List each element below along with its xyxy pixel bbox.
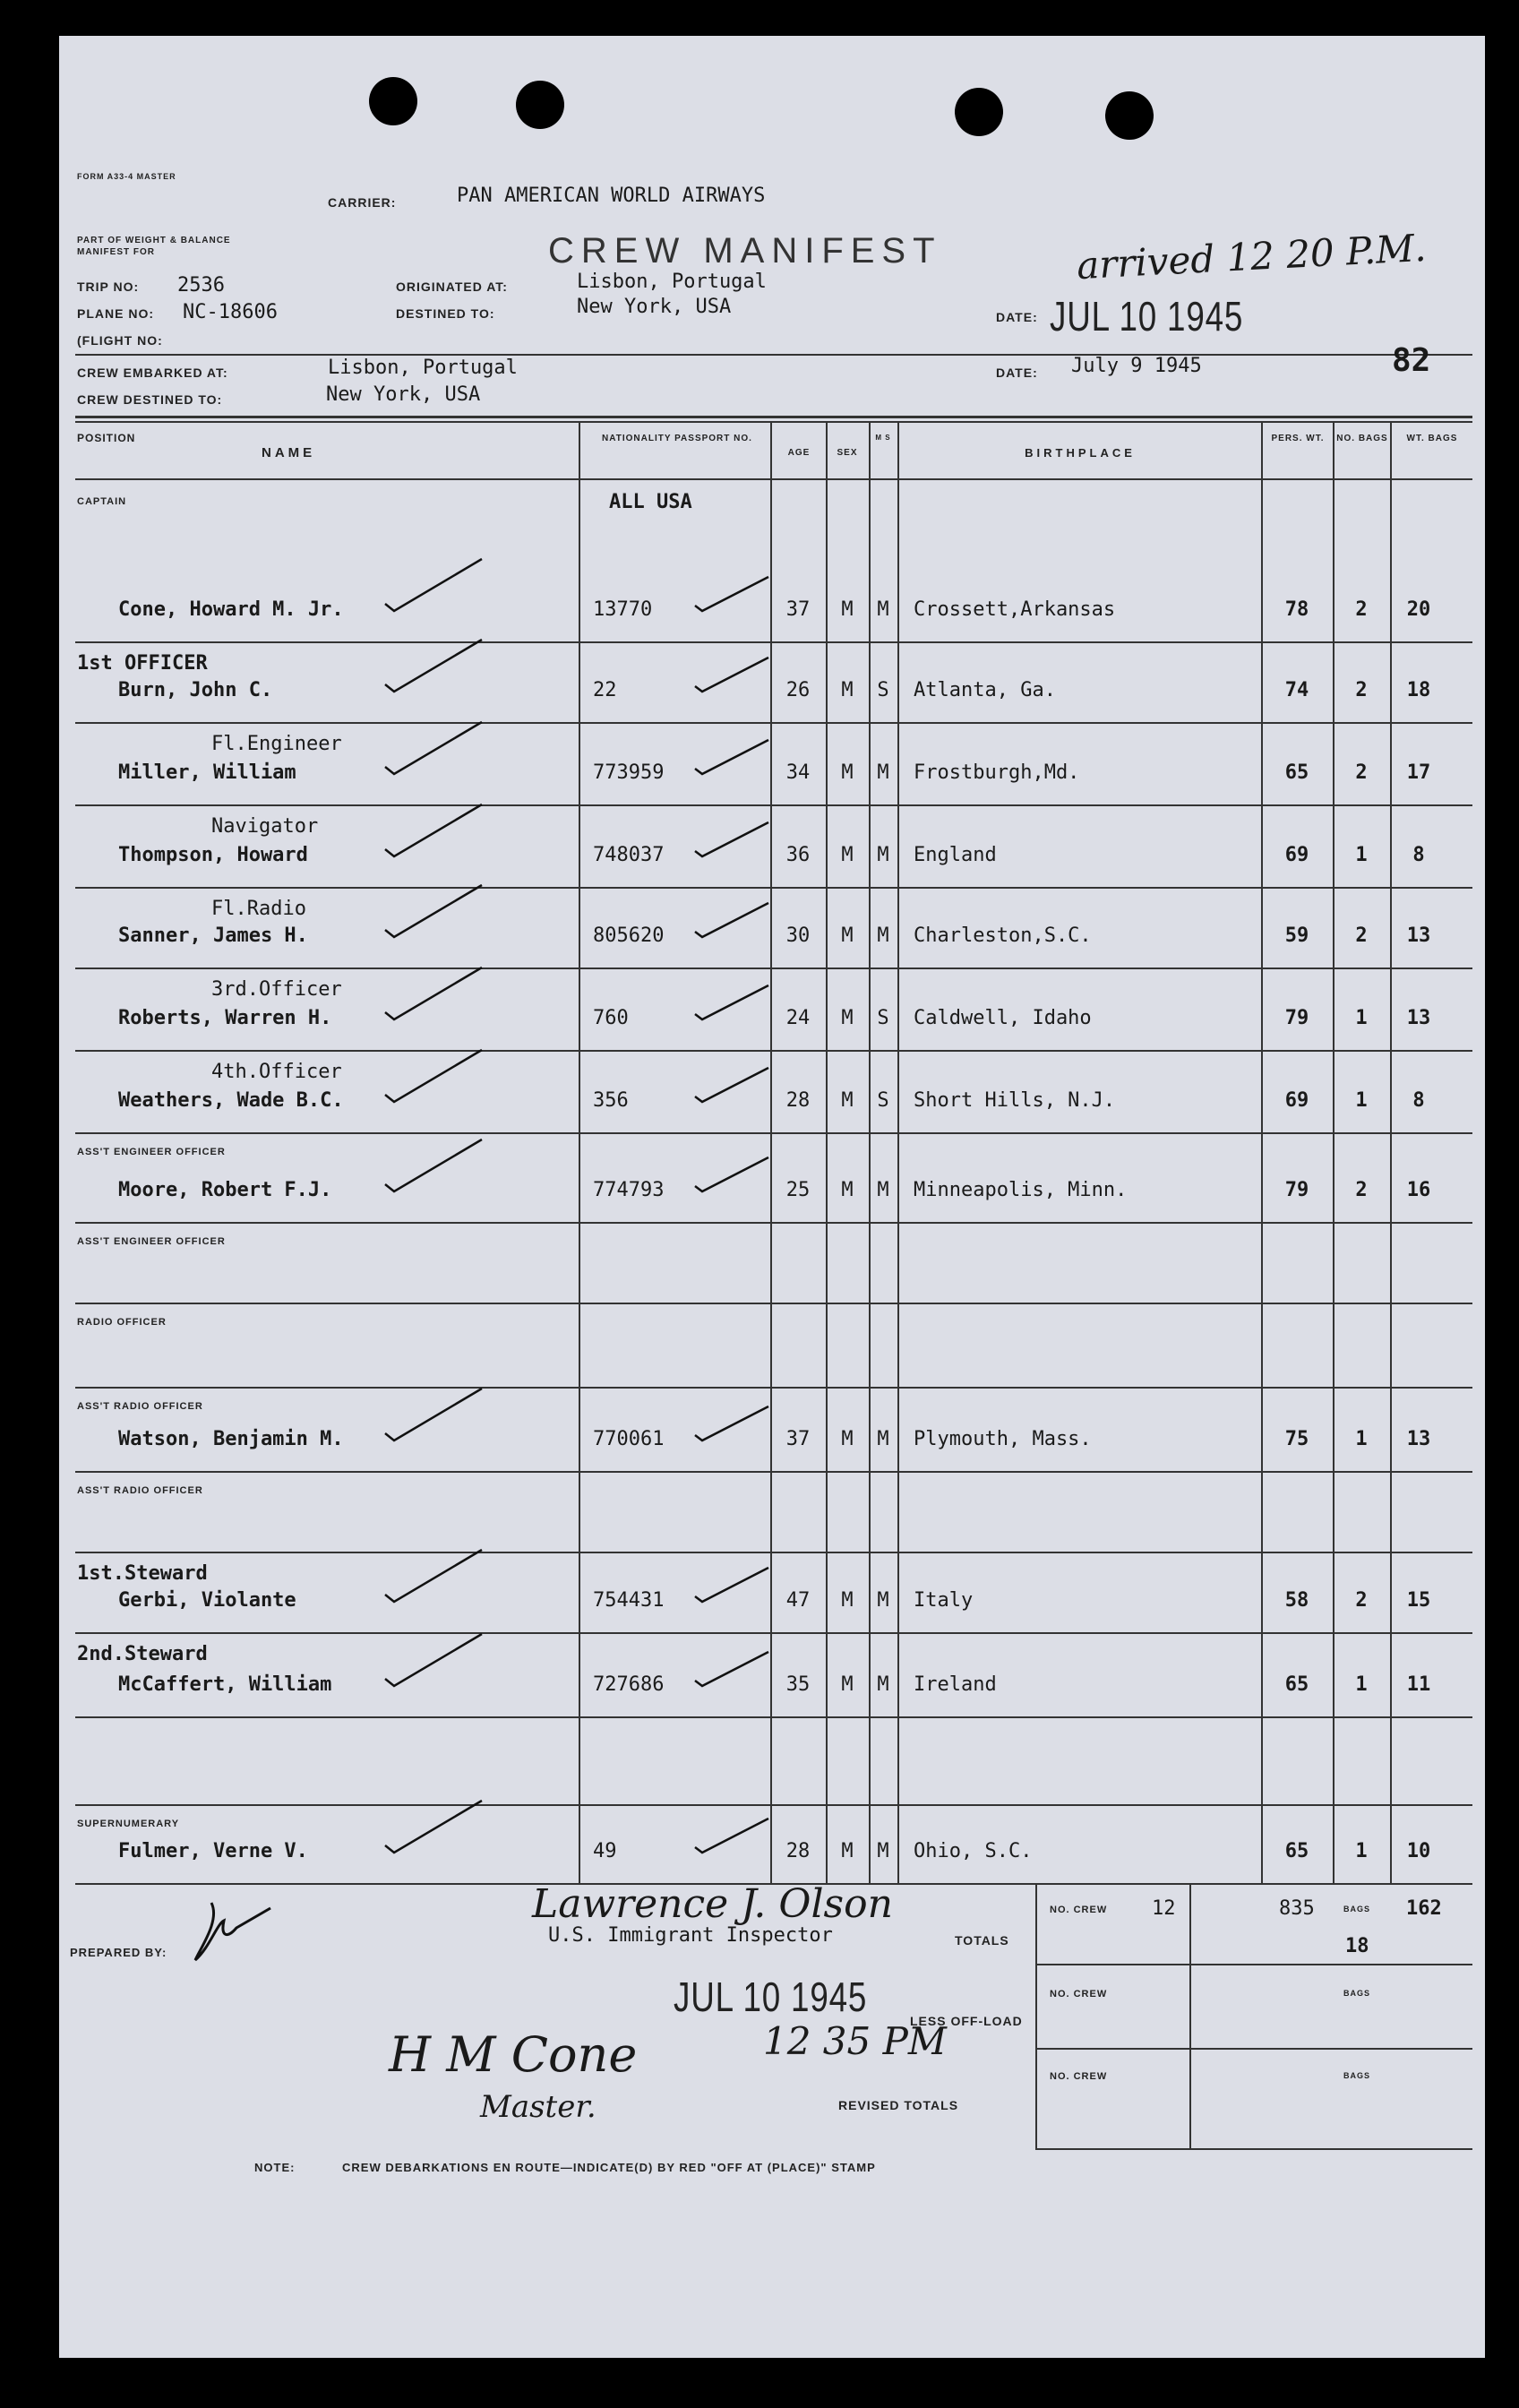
row-ms: M (877, 1589, 889, 1612)
row-sex: M (841, 1089, 854, 1112)
row-no-bags: 2 (1355, 679, 1368, 701)
row-age: 35 (785, 1673, 811, 1696)
plane-no: NC-18606 (183, 301, 278, 323)
row-no-bags: 2 (1355, 924, 1368, 947)
row-age: 37 (785, 1428, 811, 1450)
row-birthplace: Short Hills, N.J. (914, 1089, 1116, 1112)
row-pers-wt: 79 (1284, 1007, 1309, 1029)
date-label: DATE: (996, 310, 1038, 324)
inspector-title: U.S. Immigrant Inspector (548, 1924, 833, 1947)
check-mark-icon (691, 817, 772, 862)
row-divider (75, 722, 1472, 724)
check-mark-icon (691, 1647, 772, 1691)
crew-embarked-label: CREW EMBARKED AT: (77, 366, 228, 380)
check-mark-icon (691, 1562, 772, 1607)
row-age: 28 (785, 1089, 811, 1112)
row-passport: 727686 (593, 1673, 665, 1696)
row-divider (75, 1804, 1472, 1806)
row-name: Roberts, Warren H. (118, 1007, 332, 1029)
check-mark-icon (691, 1401, 772, 1446)
row-wt-bags: 11 (1406, 1673, 1431, 1696)
row-divider (75, 1387, 1472, 1389)
row-divider (75, 1632, 1472, 1634)
row-wt-bags: 20 (1406, 598, 1431, 621)
master-label: Master. (480, 2089, 596, 2125)
row-ms: M (877, 761, 889, 784)
row-ms: M (877, 598, 889, 621)
totals-box-border (1035, 2148, 1472, 2150)
row-age: 30 (785, 924, 811, 947)
check-mark-icon (382, 1383, 489, 1446)
row-ms: M (877, 1428, 889, 1450)
punch-hole (955, 88, 1003, 136)
row-wt-bags: 18 (1406, 679, 1431, 701)
part-of-label: PART OF WEIGHT & BALANCE MANIFEST FOR (77, 236, 231, 257)
row-position: RADIO OFFICER (77, 1317, 167, 1328)
check-mark-icon (691, 1813, 772, 1858)
plane-no-label: PLANE NO: (77, 306, 154, 321)
row-wt-bags: 13 (1406, 924, 1431, 947)
check-mark-icon (382, 717, 489, 779)
check-mark-icon (382, 1134, 489, 1197)
row-no-bags: 1 (1355, 1089, 1368, 1112)
row-sex: M (841, 761, 854, 784)
row-age: 34 (785, 761, 811, 784)
row-pers-wt: 78 (1284, 598, 1309, 621)
revised-totals-label: REVISED TOTALS (838, 2098, 959, 2112)
row-no-bags: 2 (1355, 1589, 1368, 1612)
row-name: McCaffert, William (118, 1673, 332, 1696)
row-pers-wt: 59 (1284, 924, 1309, 947)
less-offload-label: LESS OFF-LOAD (910, 2014, 1023, 2028)
row-position: ASS'T ENGINEER OFFICER (77, 1147, 226, 1157)
col-header-birthplace: BIRTHPLACE (1025, 446, 1136, 460)
no-crew-value: 12 (1152, 1897, 1176, 1920)
row-divider (75, 804, 1472, 806)
check-mark-icon (691, 980, 772, 1025)
row-ms: S (877, 1007, 889, 1029)
col-header-sex: SEX (837, 448, 858, 458)
page-number: 82 (1392, 342, 1431, 379)
row-name: Gerbi, Violante (118, 1589, 296, 1612)
row-position: ASS'T ENGINEER OFFICER (77, 1236, 226, 1247)
crew-destined-label: CREW DESTINED TO: (77, 392, 223, 407)
col-header-ms: M S (875, 434, 891, 442)
form-id: FORM A33-4 MASTER (77, 172, 176, 181)
trip-no-label: TRIP NO: (77, 280, 140, 294)
row-sex: M (841, 598, 854, 621)
row-birthplace: Atlanta, Ga. (914, 679, 1056, 701)
row-wt-bags: 16 (1406, 1179, 1431, 1201)
row-age: 47 (785, 1589, 811, 1612)
row-sex: M (841, 1179, 854, 1201)
col-header-no-bags: NO. BAGS (1336, 434, 1388, 443)
row-pers-wt: 65 (1284, 1673, 1309, 1696)
punch-hole (516, 81, 564, 129)
row-no-bags: 1 (1355, 1840, 1368, 1862)
totals-label: TOTALS (955, 1933, 1009, 1948)
row-ms: S (877, 679, 889, 701)
row-sex: M (841, 1428, 854, 1450)
row-position: CAPTAIN (77, 496, 127, 507)
no-crew-label: NO. CREW (1050, 1905, 1108, 1915)
date2-label: DATE: (996, 366, 1038, 380)
row-birthplace: Frostburgh,Md. (914, 761, 1080, 784)
originated-label: ORIGINATED AT: (396, 280, 508, 294)
row-position: Fl.Radio (211, 898, 306, 920)
row-divider (75, 1132, 1472, 1134)
row-wt-bags: 17 (1406, 761, 1431, 784)
row-position: 1st OFFICER (77, 652, 208, 675)
row-divider (75, 887, 1472, 889)
row-pers-wt: 65 (1284, 1840, 1309, 1862)
crew-embarked: Lisbon, Portugal (328, 357, 518, 379)
crew-destined: New York, USA (326, 383, 481, 406)
check-mark-icon (382, 1544, 489, 1607)
flight-no-label: (FLIGHT NO: (77, 333, 163, 348)
row-name: Weathers, Wade B.C. (118, 1089, 344, 1112)
row-ms: M (877, 1179, 889, 1201)
row-no-bags: 2 (1355, 1179, 1368, 1201)
row-no-bags: 1 (1355, 1428, 1368, 1450)
punch-hole (369, 77, 417, 125)
row-birthplace: Ireland (914, 1673, 997, 1696)
check-mark-icon (691, 1062, 772, 1107)
row-sex: M (841, 679, 854, 701)
bags-label: BAGS (1343, 1905, 1371, 1914)
row-pers-wt: 58 (1284, 1589, 1309, 1612)
row-birthplace: Ohio, S.C. (914, 1840, 1033, 1862)
row-divider (75, 1050, 1472, 1052)
row-no-bags: 2 (1355, 761, 1368, 784)
row-ms: M (877, 844, 889, 866)
preparer-initials (185, 1885, 292, 1992)
col-header-nationality: NATIONALITY PASSPORT NO. (602, 434, 752, 443)
row-name: Watson, Benjamin M. (118, 1428, 344, 1450)
date2: July 9 1945 (1071, 355, 1202, 377)
carrier-name: PAN AMERICAN WORLD AIRWAYS (457, 185, 766, 207)
row-pers-wt: 69 (1284, 844, 1309, 866)
row-birthplace: Plymouth, Mass. (914, 1428, 1092, 1450)
col-header-pers-wt: PERS. WT. (1271, 434, 1325, 443)
check-mark-icon (691, 898, 772, 942)
row-passport: 770061 (593, 1428, 665, 1450)
check-mark-icon (382, 880, 489, 942)
row-birthplace: Caldwell, Idaho (914, 1007, 1092, 1029)
check-mark-icon (691, 652, 772, 697)
row-pers-wt: 74 (1284, 679, 1309, 701)
row-pers-wt: 79 (1284, 1179, 1309, 1201)
row-name: Cone, Howard M. Jr. (118, 598, 344, 621)
row-age: 37 (785, 598, 811, 621)
row-age: 26 (785, 679, 811, 701)
trip-no: 2536 (177, 274, 225, 297)
row-age: 24 (785, 1007, 811, 1029)
row-ms: M (877, 1673, 889, 1696)
row-divider (75, 1716, 1472, 1718)
row-wt-bags: 8 (1412, 1089, 1425, 1112)
total-pers-wt: 835 (1279, 1897, 1315, 1920)
punch-hole (1105, 91, 1154, 140)
row-birthplace: England (914, 844, 997, 866)
row-divider (75, 1471, 1472, 1473)
row-passport: 13770 (593, 598, 653, 621)
row-birthplace: Italy (914, 1589, 974, 1612)
total-wt-bags: 162 (1406, 1897, 1442, 1920)
master-signature: H M Cone (389, 2026, 638, 2083)
total-bags: 18 (1345, 1935, 1369, 1957)
check-mark-icon (382, 1795, 489, 1858)
row-sex: M (841, 924, 854, 947)
col-header-age: AGE (787, 448, 811, 458)
row-sex: M (841, 1673, 854, 1696)
check-mark-icon (382, 1629, 489, 1691)
row-no-bags: 1 (1355, 844, 1368, 866)
row-position: 1st.Steward (77, 1562, 208, 1585)
row-name: Thompson, Howard (118, 844, 308, 866)
form-title: CREW MANIFEST (548, 231, 942, 271)
divider (75, 354, 1472, 356)
row-passport: 748037 (593, 844, 665, 866)
row-sex: M (841, 1007, 854, 1029)
row-position: ASS'T RADIO OFFICER (77, 1401, 203, 1412)
arrived-note: arrived 12 20 P.M. (1075, 225, 1428, 288)
row-wt-bags: 13 (1406, 1428, 1431, 1450)
row-ms: M (877, 1840, 889, 1862)
row-name: Sanner, James H. (118, 924, 308, 947)
check-mark-icon (382, 554, 489, 616)
row-age: 25 (785, 1179, 811, 1201)
totals-box-border (1035, 1883, 1037, 2150)
row-birthplace: Minneapolis, Minn. (914, 1179, 1128, 1201)
row-wt-bags: 15 (1406, 1589, 1431, 1612)
footer-date-stamp: JUL 10 1945 (674, 1974, 868, 2020)
row-divider (75, 641, 1472, 643)
row-name: Miller, William (118, 761, 296, 784)
row-passport: 774793 (593, 1179, 665, 1201)
row-no-bags: 1 (1355, 1007, 1368, 1029)
row-position: 3rd.Officer (211, 978, 342, 1001)
row-divider (75, 968, 1472, 969)
row-passport: 22 (593, 679, 617, 701)
prepared-by-label: PREPARED BY: (70, 1946, 167, 1959)
row-wt-bags: 13 (1406, 1007, 1431, 1029)
col-header-wt-bags: WT. BAGS (1406, 434, 1458, 443)
row-age: 36 (785, 844, 811, 866)
row-no-bags: 1 (1355, 1673, 1368, 1696)
row-sex: M (841, 1840, 854, 1862)
row-pers-wt: 65 (1284, 761, 1309, 784)
destined: New York, USA (577, 296, 732, 318)
row-ms: S (877, 1089, 889, 1112)
check-mark-icon (691, 735, 772, 779)
time-note: 12 35 PM (763, 2019, 947, 2063)
date-stamp: JUL 10 1945 (1050, 293, 1244, 340)
inspector-signature: Lawrence J. Olson (532, 1881, 893, 1927)
row-divider (75, 1303, 1472, 1304)
row-position: ASS'T RADIO OFFICER (77, 1485, 203, 1496)
row-passport: 49 (593, 1840, 617, 1862)
row-name: Burn, John C. (118, 679, 273, 701)
table-top-border (75, 416, 1472, 418)
totals-box-border (1035, 1964, 1472, 1965)
nationality-note: ALL USA (609, 491, 692, 513)
col-header-name: NAME (262, 445, 316, 460)
row-sex: M (841, 1589, 854, 1612)
row-passport: 805620 (593, 924, 665, 947)
row-birthplace: Crossett,Arkansas (914, 598, 1116, 621)
destined-label: DESTINED TO: (396, 306, 495, 321)
check-mark-icon (691, 1152, 772, 1197)
check-mark-icon (382, 1045, 489, 1107)
manifest-paper (59, 36, 1485, 2358)
row-birthplace: Charleston,S.C. (914, 924, 1092, 947)
row-position: SUPERNUMERARY (77, 1819, 180, 1829)
note-label: NOTE: (254, 2161, 296, 2174)
row-age: 28 (785, 1840, 811, 1862)
row-divider (75, 1222, 1472, 1224)
row-position: 2nd.Steward (77, 1643, 208, 1665)
row-passport: 773959 (593, 761, 665, 784)
row-pers-wt: 75 (1284, 1428, 1309, 1450)
check-mark-icon (691, 572, 772, 616)
row-sex: M (841, 844, 854, 866)
row-position: Navigator (211, 815, 319, 838)
row-ms: M (877, 924, 889, 947)
check-mark-icon (382, 634, 489, 697)
bags-label: BAGS (1343, 1989, 1371, 1998)
row-passport: 754431 (593, 1589, 665, 1612)
row-divider (75, 1552, 1472, 1553)
row-position: 4th.Officer (211, 1061, 342, 1083)
no-crew-label: NO. CREW (1050, 1989, 1108, 2000)
no-crew-label: NO. CREW (1050, 2071, 1108, 2082)
note-text: CREW DEBARKATIONS EN ROUTE—INDICATE(D) BY RED "OFF AT (PLACE)" STAMP (342, 2161, 876, 2174)
row-name: Moore, Robert F.J. (118, 1179, 332, 1201)
check-mark-icon (382, 799, 489, 862)
row-no-bags: 2 (1355, 598, 1368, 621)
row-passport: 760 (593, 1007, 629, 1029)
totals-box-border (1189, 1883, 1191, 2150)
totals-box-border (1035, 2048, 1472, 2050)
col-header-position: POSITION (77, 432, 136, 444)
row-wt-bags: 10 (1406, 1840, 1431, 1862)
row-position: Fl.Engineer (211, 733, 342, 755)
row-passport: 356 (593, 1089, 629, 1112)
bags-label: BAGS (1343, 2071, 1371, 2080)
table-top-border (75, 421, 1472, 423)
carrier-label: CARRIER: (328, 195, 397, 210)
row-name: Fulmer, Verne V. (118, 1840, 308, 1862)
row-pers-wt: 69 (1284, 1089, 1309, 1112)
header-bottom-border (75, 478, 1472, 480)
check-mark-icon (382, 962, 489, 1025)
originated: Lisbon, Portugal (577, 271, 767, 293)
row-wt-bags: 8 (1412, 844, 1425, 866)
